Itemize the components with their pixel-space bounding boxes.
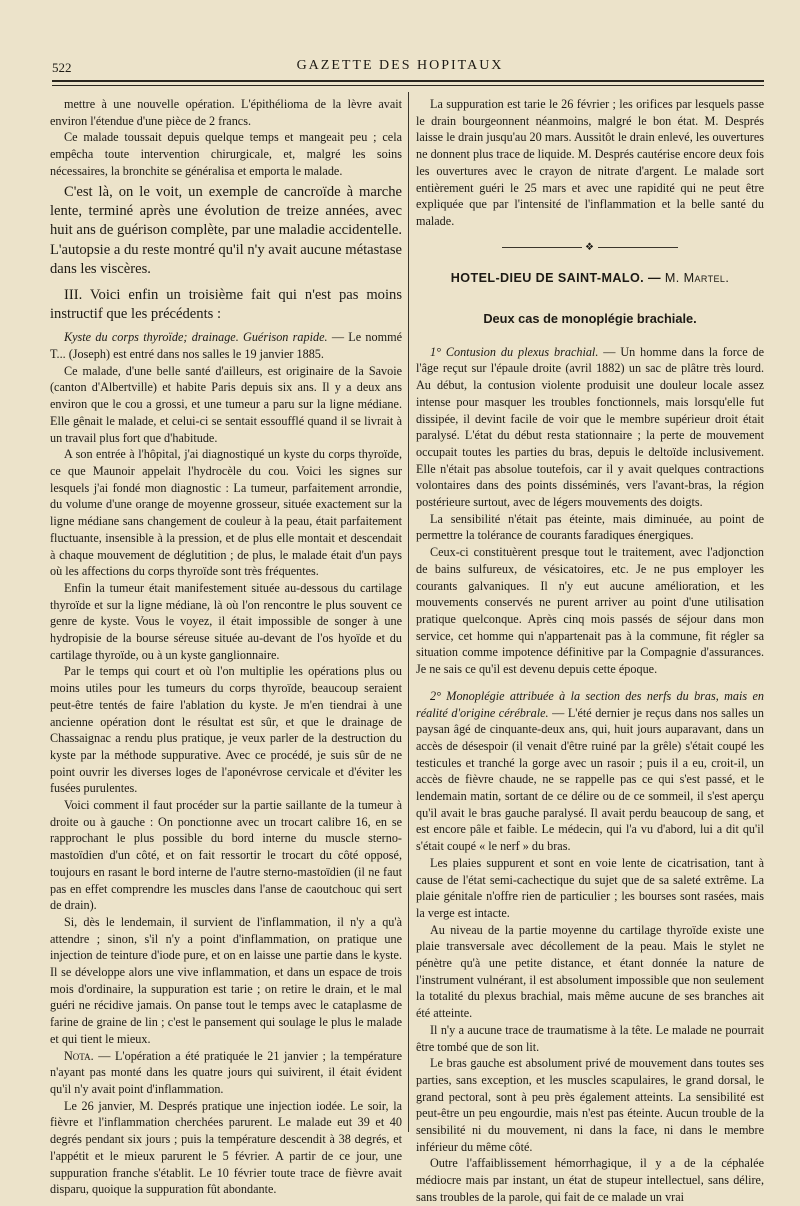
running-title: GAZETTE DES HOPITAUX [296,58,504,73]
note-paragraph [50,1048,402,1098]
case-paragraph [416,688,764,855]
body-paragraph: Voici comment il faut procéder sur la partie saillante de la tumeur à droite ou à gauche : On ponctionne avec un trocart calibre 16, en se rapprochant le plus possible du bord interne du muscle sterno-mastoïdien d'un côté, et on fait ressortir le trocart du côté opposé, toujours en rasant le bord interne de l'autre sterno-mastoïdien (il ne faut pas en effet comprendre les muscles dans l'anse de caoutchouc qui sert de drain). [50,798,402,913]
case-paragraph [416,344,764,511]
article-subtitle: Deux cas de monoplégie brachiale. [483,311,697,327]
body-paragraph: Outre l'affaiblissement hémorrhagique, il y a de la céphalée médiocre mais par instant, un état de stupeur intellectuel, sans délire, sans troubles de la parole, qui fait de ce malade un vrai [416,1156,764,1204]
case-paragraph [50,329,402,362]
body-paragraph: Au niveau de la partie moyenne du cartilage thyroïde existe une plaie transversale avec décollement de la peau. Mais le stylet ne pénètre qu'à une petite distance, et étant donnée la nature de l'instrument vulnérant, il est absolument impossible que non seulement la totalité du plexus brachial, mais même aucune de ses branches ait été atteinte. [416,922,764,1021]
section-heading [416,270,764,287]
right-intro-paragraph: La suppuration est tarie le 26 février ; les orifices par lesquels passe le drain bourgeonnent néanmoins, malgré le bon état. M. Després laisse le drain jusqu'au 20 mars. Aussitôt le drain enlevé, les ouvertures ne donnent plus trace de liquide. M. Després cautérise encore deux fois les ouvertures avec le crayon de nitrate d'argent. Le malade sort entièrement guéri le 25 mars et avec une rapidité qui ne peut être expliquée que par l'intensité de l'inflammation et la belle santé du malade. [416,97,764,228]
page-number: 522 [52,60,72,75]
paragraph-text: — Un homme dans la force de l'âge reçut sur l'épaule droite (avril 1882) un sac de plâtre très lourd. Au début, la contusion violente produisit une douleur locale assez intense pour masquer les troubles fonctionnels, mais lorsqu'elle fut dissipée, il devint facile de voir que le membre supérieur droit était paralysé. L'état du début resta stationnaire ; la perte de mouvement occupait toutes les parties du bras, depuis le deltoïde inclusivement. Elle n'était pas absolue toutefois, car il y avait quelques contractions volontaires dans des points disséminés, vers l'avant-bras, la région postérieure surtout, avec de légers mouvements des doigts. [416,344,765,510]
paragraph-text: — Le nommé T... (Joseph) est entré dans nos salles le 19 janvier 1885. [50,330,402,362]
emphasis-paragraph: C'est là, on le voit, un exemple de cancroïde à marche lente, terminé après une évolution de treize années, avec huit ans de guérison complète, par une maladie accidentelle. L'autopsie a du reste montré qu'il n'y avait aucune métastase dans les viscères. [50,183,402,278]
body-paragraph: Par le temps qui court et où l'on multiplie les opérations plus ou moins utiles pour les tumeurs du corps thyroïde, beaucoup seraient peut-être tentés de faire l'ablation du kyste. Je m'en tiendrai à une ancienne opération dont le résultat est sûr, et que le drainage de Chassaignac a rendu plus pratique, je veux parler de la destruction du kyste par la méthode suppurative. Avec ce procédé, je suis sûr de ne point ouvrir les diverses loges de l'aponévrose cervicale et d'éviter les fusées purulentes. [50,664,402,796]
section-ornament: ❖ [416,240,764,257]
header-rule-thin [52,85,764,86]
body-paragraph: Si, dès le lendemain, il survient de l'inflammation, il n'y a qu'à attendre ; sinon, s'il n'y a point d'inflammation, on pratique une injection de teinture d'iode pure, et on en laisse une partie dans le kyste. Il se développe alors une vive inflammation, et dans un espace de trois mois d'ordinaire, la suppuration est tarie ; on retire le drain, et le mal guéri ne récidive jamais. On panse tout le temps avec le cataplasme de farine de graine de lin ; c'est le pansement qui soulage le plus le malade et qui tient le mieux. [50,914,402,1046]
body-paragraph: Le bras gauche est absolument privé de mouvement dans toutes ses parties, sans exception, et les muscles scapulaires, le grand dorsal, le grand pectoral, sont à peu près également atteints. La sensibilité est peut-être un peu engourdie, mais n'est pas éteinte. Aucun trouble de la sensibilité ni du mouvement, ni dans la face, ni dans le membre inférieur du même côté. [416,1056,764,1154]
body-paragraph: Ce malade toussait depuis quelque temps et mangeait peu ; cela empêcha toute intervention chirurgicale, et, malgré les soins nécessaires, la bronchite se généralisa et emporta le malade. [50,130,402,178]
case-title: 2° Monoplégie attribuée à la section des nerfs du bras, mais en réalité d'origine cérébrale. [416,688,764,720]
body-paragraph: La sensibilité n'était pas éteinte, mais diminuée, au point de permettre la tolérance de courants faradiques énergiques. [416,511,764,543]
note-label: Nota. [64,1048,94,1063]
case-title: Kyste du corps thyroïde; drainage. Guérison rapide. [64,330,328,345]
header-rule-thick [52,80,764,82]
body-paragraph: Ce malade, d'une belle santé d'ailleurs, est originaire de la Savoie (canton d'Albertville) et habite Paris depuis six ans. Il y a deux ans environ que le cou a grossi, et une tumeur a paru sur la ligne médiane. Elle gênait le malade, et celui-ci se sentait essoufflé quand il se livrait à un travail plus fort que d'habitude. [50,363,402,445]
right-paragraphs [416,344,764,1206]
body-paragraph: Enfin la tumeur était manifestement située au-dessous du cartilage thyroïde et sur la ligne médiane, là où l'on rencontre le plus souvent ce genre de kyste. Vous le voyez, il était impossible de songer à une hydropisie de la bourse séreuse située au-devant de l'os hyoïde et du cartilage thyroïde, ou à un kyste ganglionnaire. [50,580,402,662]
left-column [50,96,402,1198]
right-column [416,96,764,1206]
column-divider [408,92,409,1132]
body-paragraph: Le 26 janvier, M. Després pratique une injection iodée. Le soir, la fièvre et l'inflammation cherchées parurent. Le malade eut 39 et 40 degrés pendant six jours ; puis la température descendit à 38 degrés, et l'appétit et le mieux parurent le 5 février. A partir de ce jour, une suppuration franche s'établit. Le 10 février toute trace de fièvre avait disparu, quoique la suppuration fût abondante. [50,1098,402,1197]
emphasis-paragraph: III. Voici enfin un troisième fait qui n'est pas moins instructif que les précédents : [50,286,402,322]
section-title: HOTEL-DIEU DE SAINT-MALO. — [450,271,661,286]
case-title: 1° Contusion du plexus brachial. [430,344,599,359]
body-paragraph: mettre à une nouvelle opération. L'épithélioma de la lèvre avait environ l'étendue d'une pièce de 2 francs. [50,97,402,128]
body-paragraph: Les plaies suppurent et sont en voie lente de cicatrisation, tant à cause de l'état semi-cachectique du sujet que de sa saleté extrême. La plaie génitale n'offre rien de particulier ; les bourses sont rasées, mais la verge est intacte. [416,855,764,920]
body-paragraph: Ceux-ci constituèrent presque tout le traitement, avec l'adjonction de bains sulfureux, de vésicatoires, etc. Je ne pus employer les courants galvaniques. Il n'y eut aucune amélioration, et les mouvements conservés ne purent arriver au point d'une utilisation pratique quelconque. Après cinq mois passés de séjour dans mon service, cet homme qui n'appartenait pas à la commune, fit régler sa situation comme impotence définitive par la Compagnie d'assurances. Je ne sais ce qu'il est devenu depuis cette époque. [416,545,764,677]
body-paragraph: A son entrée à l'hôpital, j'ai diagnostiqué un kyste du corps thyroïde, ce que Maunoir appelait l'hydrocèle du cou. Voici les signes sur lesquels j'ai fondé mon diagnostic : La tumeur, parfaitement arrondie, du volume d'une orange de moyenne grosseur, située exactement sur la ligne médiane sans changement de couleur à la peau, était parfaitement fluctuante, insensible à la pression, et de plus elle montait et descendait à chaque mouvement de déglutition ; de plus, le malade était d'un pays où les affections du corps thyroïde sont très fréquentes. [50,447,402,579]
section-author: M. Martel. [664,271,730,286]
paragraph-text: — L'été dernier je reçus dans nos salles un paysan âgé de cinquante-deux ans, qui, huit jours auparavant, dans un accès de désespoir (il venait d'être ruiné par la grêle) s'était coupé les testicules et tranché la gorge avec un rasoir ; puis il a eu, croit-il, un accès de fièvre chaude, ne se rappelle pas ce qui s'est passé, et le lendemain matin, sortant de ce délire ou de ce sommeil, il s'est aperçu qu'il avait le bras gauche paralysé. Il avait perdu beaucoup de sang, et est encore pâle et faible. Le médecin, qui l'a vu d'abord, lui a dit qu'il s'était coupé « le nerf » du bras. [416,705,764,854]
body-paragraph: Il n'y a aucune trace de traumatisme à la tête. Le malade ne pourrait être tombé que de son lit. [416,1022,764,1054]
paragraph-text: — L'opération a été pratiquée le 21 janvier ; la température n'ayant pas monté dans les quatre jours qui suivirent, il était évident qu'il n'y avait point d'inflammation. [50,1048,402,1096]
